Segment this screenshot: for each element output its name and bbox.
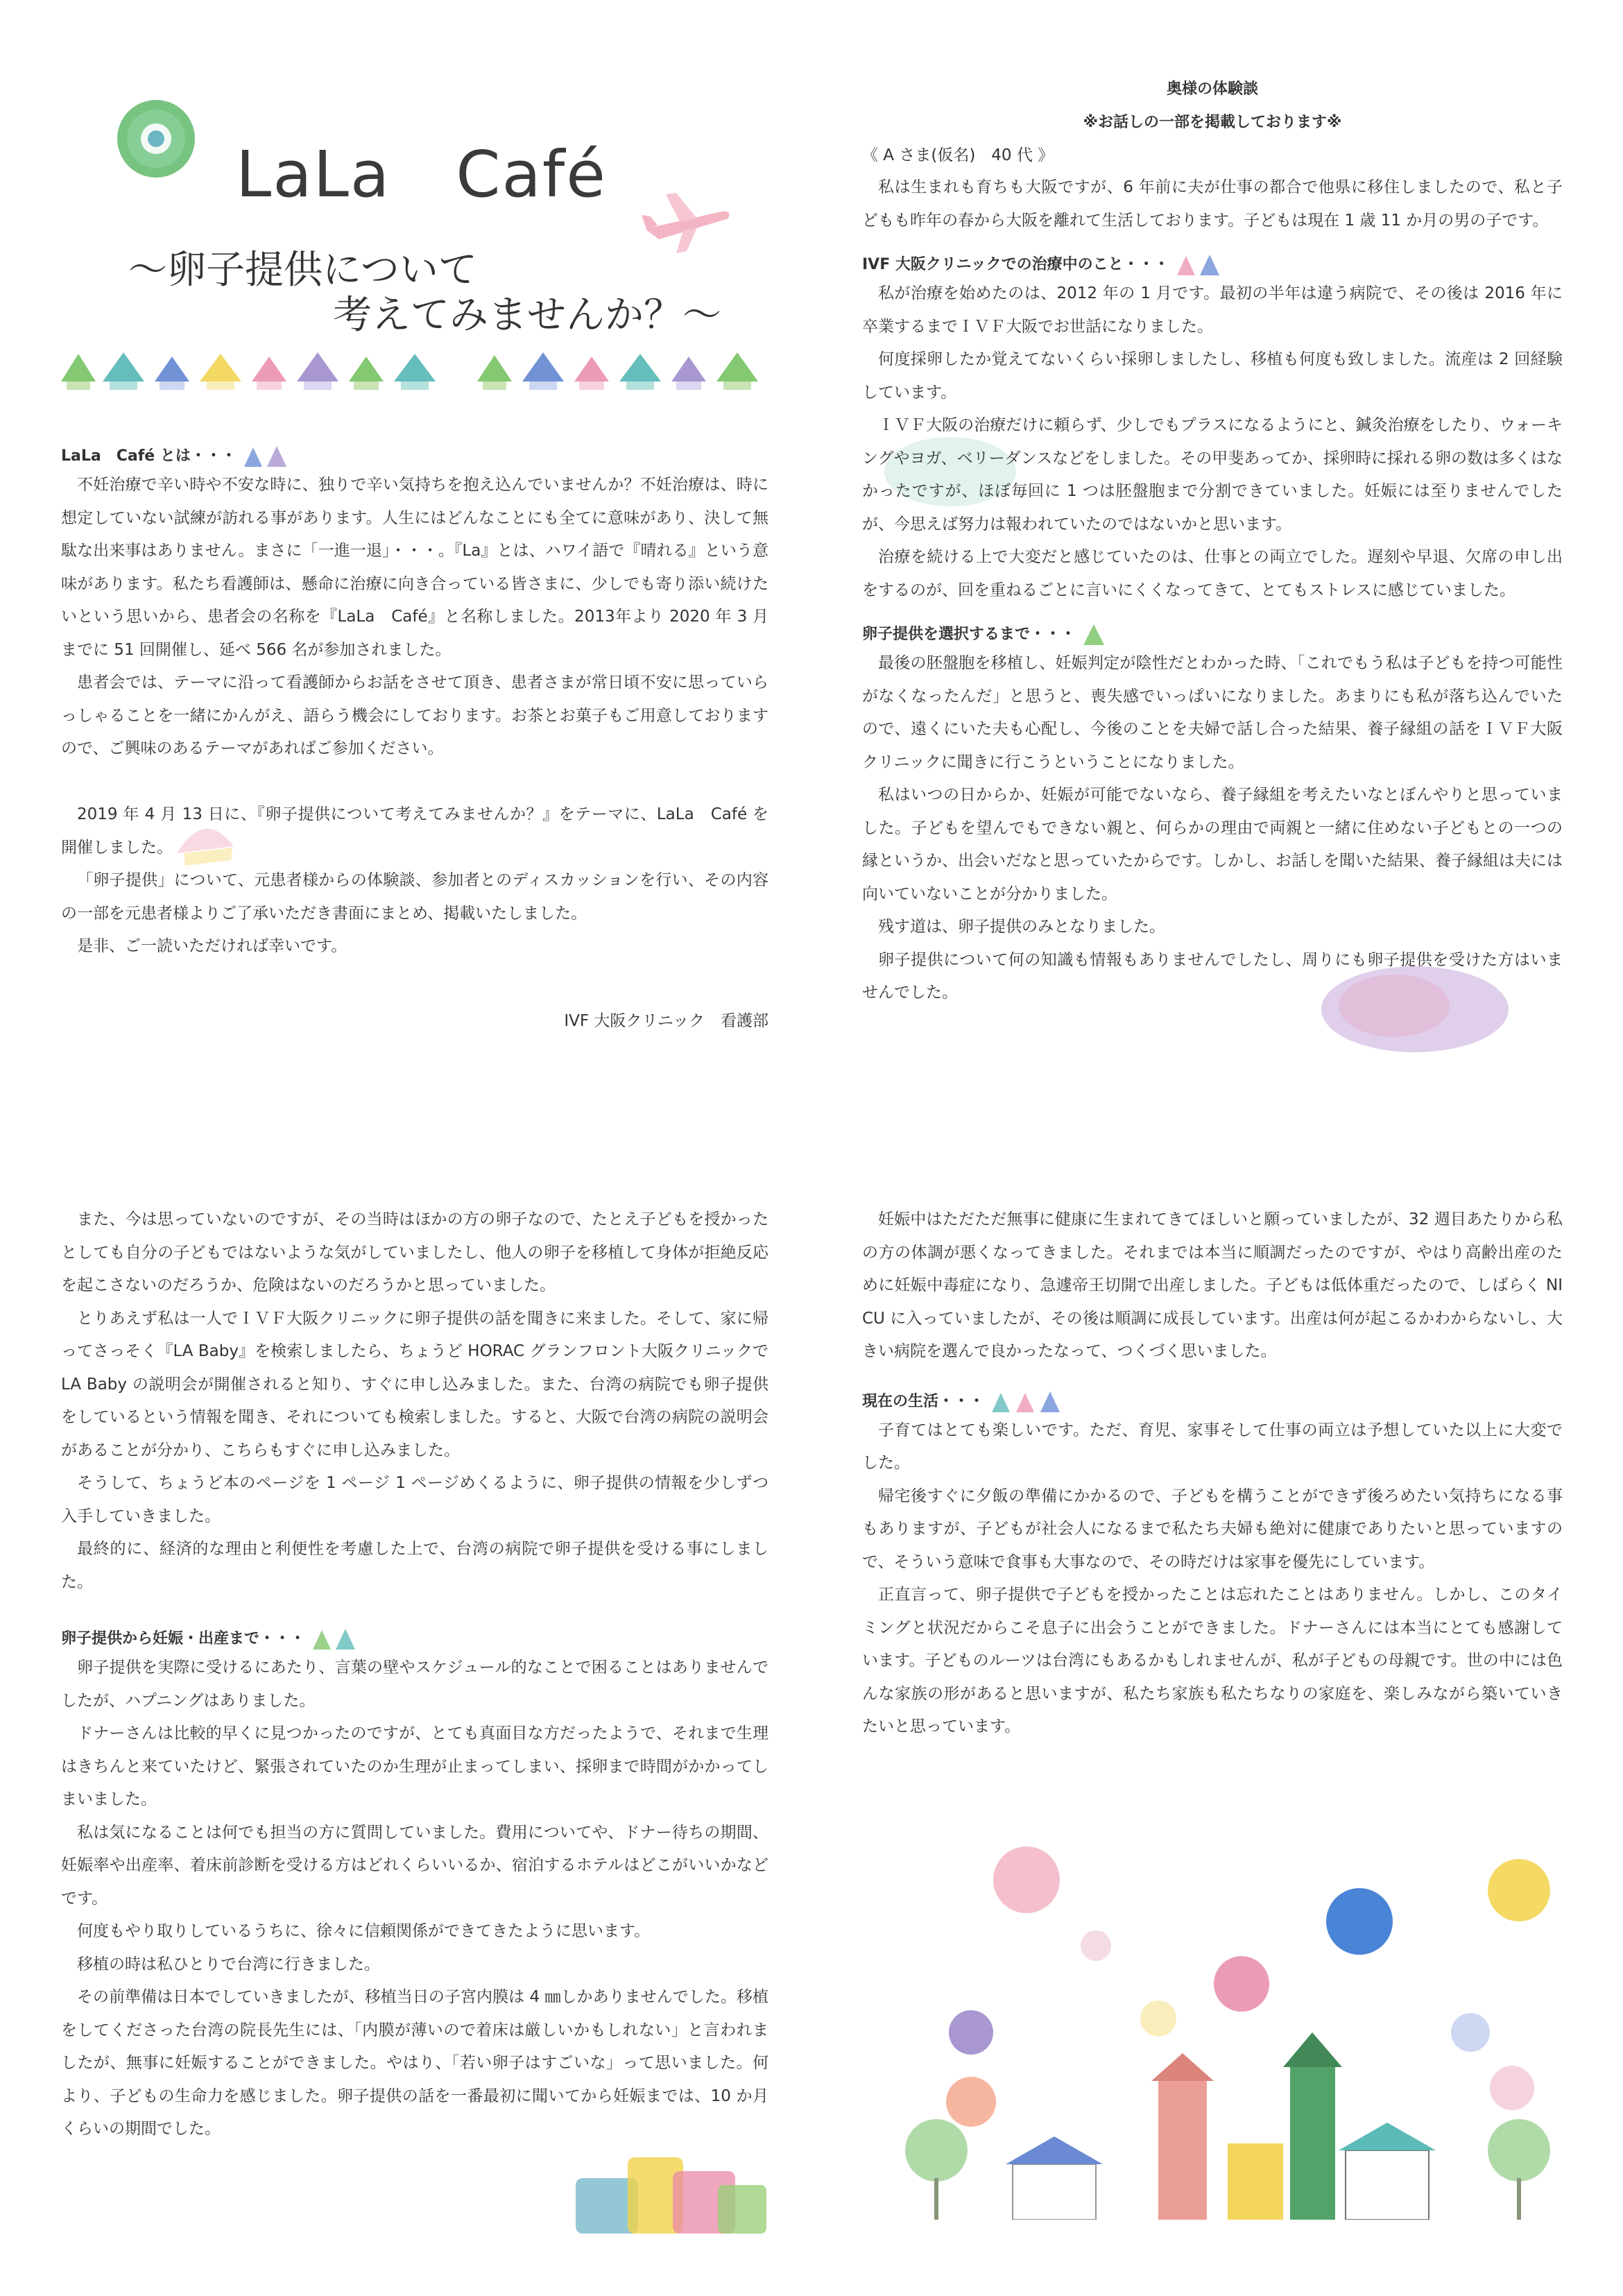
paragraph: 卵子提供を実際に受けるにあたり、言葉の壁やスケジュール的なことで困ることはありませんでしたが、ハプニングはありました。 bbox=[61, 1659, 768, 1710]
paragraph: 何度採卵したか覚えてないくらい採卵しましたし、移植も何度も致しました。流産は 2 回経験しています。 bbox=[862, 350, 1563, 402]
paragraph: ドナーさんは比較的早くに見つかったのですが、とても真面目な方だったようで、それまで生理はきちんと来ていたけど、緊張されていたのか生理が止まってしまい、採卵まで時間がかかってしまいました。 bbox=[61, 1724, 768, 1808]
section-heading bbox=[862, 1389, 1563, 1414]
triangle-tree-icon bbox=[988, 1390, 1065, 1414]
paragraph: 卵子提供について何の知識も情報もありませんでしたし、周りにも卵子提供を受けた方はいませんでした。 bbox=[862, 950, 1563, 1002]
signature: IVF 大阪クリニック 看護部 bbox=[564, 1011, 768, 1030]
paragraph: 私は生まれも育ちも大阪ですが、6 年前に夫が仕事の都合で他県に移住しましたので、私と子どもも昨年の春から大阪を離れて生活しております。子どもは現在 1 歳 11 か月の男の子です。 bbox=[862, 178, 1563, 230]
paragraph: 最終的に、経済的な理由と利便性を考慮した上で、台湾の病院で卵子提供を受ける事にしました。 bbox=[61, 1540, 768, 1591]
paragraph: 正直言って、卵子提供で子どもを授かったことは忘れたことはありません。しかし、このタイミングと状況だからこそ息子に出会うことができました。ドナーさんには本当にとても感謝しています。子どものルーツは台湾にもあるかもしれませんが、私が子どもの母親です。世の中には色んな家族の形があると思いますが、私たち家族も私たちなりの家庭を、楽しみながら築いていきたいと思っています。 bbox=[862, 1586, 1563, 1736]
page-title: LaLa Café bbox=[236, 137, 607, 212]
triangle-tree-icon bbox=[1080, 623, 1108, 646]
paragraph: 何度もやり取りしているうちに、徐々に信頼関係ができてきたように思います。 bbox=[77, 1922, 651, 1940]
flower-circle-icon bbox=[946, 1847, 1550, 2127]
section-heading bbox=[61, 444, 768, 469]
paragraph: 治療を続ける上で大変だと感じていたのは、仕事との両立でした。遅刻や早退、欠席の申し出をするのが、回を重ねるごとに言いにくくなってきて、とてもストレスに感じていました。 bbox=[862, 548, 1563, 599]
subtitle-line2: 考えてみませんか？～ bbox=[333, 293, 721, 338]
section-heading bbox=[862, 252, 1563, 277]
paragraph: その前準備は日本でしていきましたが、移植当日の子宮内膜は 4 ㎜しかありませんでした。移植をしてくださった台湾の院長先生には、「内膜が薄いので着床は厳しいかもしれない」と言われましたが、無事に妊娠することができました。やはり、「若い卵子はすごいな」って思いました。何より、子どもの生命力を感じました。卵子提供の話を一番最初に聞いてから妊娠までは、10 か月くらいの期間でした。 bbox=[61, 1988, 769, 2138]
section-heading bbox=[862, 622, 1563, 647]
experience-note: ※お話しの一部を掲載しております※ bbox=[1083, 114, 1342, 131]
heading-text: 卵子提供を選択するまで・・・ bbox=[862, 626, 1076, 643]
luggage-icon bbox=[569, 2136, 777, 2241]
paragraph: 移植の時は私ひとりで台湾に行きました。 bbox=[77, 1955, 380, 1973]
lala-cafe-section bbox=[61, 444, 768, 1038]
experience-section-right bbox=[862, 1203, 1563, 1744]
paragraph: 子育てはとても楽しいです。ただ、育児、家事そして仕事の両立は予想していた以上に大変でした。 bbox=[862, 1421, 1563, 1472]
triangle-tree-icon bbox=[309, 1627, 358, 1651]
experience-title: 奥様の体験談 bbox=[1166, 80, 1258, 98]
paragraph: 最後の胚盤胞を移植し、妊娠判定が陰性だとわかった時、「これでもう私は子どもを持つ可能性がなくなったんだ」と思うと、喪失感でいっぱいになりました。あまりにも私が落ち込んでいたので、遠くにいた夫も心配し、今後のことを夫婦で話し合った結果、養子縁組の話をＩＶＦ大阪クリニックに聞きに行こうということになりました。 bbox=[862, 654, 1563, 771]
triangle-tree-icon bbox=[241, 445, 289, 468]
heading-text: 現在の生活・・・ bbox=[862, 1392, 985, 1410]
paragraph: 残す道は、卵子提供のみとなりました。 bbox=[878, 918, 1165, 936]
houses-banner-icon bbox=[61, 347, 789, 395]
circle-logo-icon bbox=[114, 97, 198, 180]
town-illustration-icon bbox=[902, 1831, 1568, 2220]
paragraph: 不妊治療で辛い時や不安な時に、独りで辛い気持ちを抱え込んでいませんか？不妊治療は、時に想定していない試練が訪れる事があります。人生にはどんなことにも全てに意味があり、決して無駄な出来事はありません。まさに「一進一退」・・・。『La』とは、ハワイ語で『晴れる』という意味があります。私たち看護師は、懸命に治療に向き合っている皆さまに、少しでも寄り添い続けたいという思いから、患者会の名称を『LaLa Café』と名称しました。2013年より 2020 年 3 月までに 51 回開催し、延べ 566 名が参加されました。 bbox=[61, 476, 769, 659]
paragraph: 私は気になることは何でも担当の方に質問していました。費用についてや、ドナー待ちの期間、妊娠率や出産率、着床前診断を受ける方はどれくらいいるか、宿泊するホテルはどこがいいかなどです。 bbox=[61, 1823, 768, 1908]
experience-section-left bbox=[61, 1203, 768, 2146]
paragraph: 妊娠中はただただ無事に健康に生まれてきてほしいと願っていましたが、32 週目あたりから私の方の体調が悪くなってきました。それまでは本当に順調だったのですが、やはり高齢出産のために妊娠中毒症になり、急遽帝王切開で出産しました。子どもは低体重だったので、しばらく NICU に入っていましたが、その後は順調に成長しています。出産は何が起こるかわからないし、大きい病院を選んで良かったなって、つくづく思いました。 bbox=[862, 1210, 1563, 1360]
subtitle-line1: ～卵子提供について bbox=[128, 248, 477, 293]
paragraph: ＩＶＦ大阪の治療だけに頼らず、少しでもプラスになるようにと、鍼灸治療をしたり、ウォーキングやヨガ、ベリーダンスなどをしました。その甲斐あってか、採卵時に採れる卵の数は多くはなかったですが、ほぼ毎回に 1 つは胚盤胞まで分割できていました。妊娠には至りませんでしたが、今思えば努力は報われていたのではないかと思います。 bbox=[862, 416, 1563, 533]
experience-section-top bbox=[862, 73, 1563, 1010]
paragraph: 2019 年 4 月 13 日に、『卵子提供について考えてみませんか？』をテーマに、LaLa Café を開催しました。 bbox=[61, 805, 768, 857]
paragraph: そうして、ちょうど本のページを 1 ページ 1 ページめくるように、卵子提供の情報を少しずつ入手していきました。 bbox=[61, 1474, 768, 1525]
heading-text: 卵子提供から妊娠・出産まで・・・ bbox=[61, 1630, 306, 1647]
airplane-icon bbox=[638, 187, 735, 257]
paragraph bbox=[61, 766, 768, 799]
paragraph: 「卵子提供」について、元患者様からの体験談、参加者とのディスカッションを行い、その内容の一部を元患者様よりご了承いただき書面にまとめ、掲載いたしました。 bbox=[61, 871, 768, 923]
speaker-label: 《 A さま(仮名) 40 代 》 bbox=[862, 146, 1054, 164]
heading-text: IVF 大阪クリニックでの治療中のこと・・・ bbox=[862, 256, 1169, 273]
paragraph: とりあえず私は一人でＩＶＦ大阪クリニックに卵子提供の話を聞きに来ました。そして、家に帰ってさっそく『LA Baby』を検索しましたら、ちょうど HORAC グランフロント大阪クリニックで LA Baby の説明会が開催されると知り、すぐに申し込みました。また、台湾の病院でも卵子提供をしているという情報を聞き、それについても検索しました。すると、大阪で台湾の病院の説明会があることが分かり、こちらもすぐに申し込みました。 bbox=[61, 1309, 768, 1459]
heading-text: LaLa Café とは・・・ bbox=[61, 447, 237, 465]
paragraph: また、今は思っていないのですが、その当時はほかの方の卵子なので、たとえ子どもを授かったとしても自分の子どもではないような気がしていましたし、他人の卵子を移植して身体が拒絶反応を起こさないのだろうか、危険はないのだろうかと思っていました。 bbox=[61, 1210, 768, 1294]
paragraph: 是非、ご一読いただければ幸いです。 bbox=[77, 937, 347, 955]
paragraph: 私はいつの日からか、妊娠が可能でないなら、養子縁組を考えたいなとぼんやりと思っていました。子どもを望んでもできない親と、何らかの理由で両親と一緒に住めない子どもとの一つの縁というか、出会いだなと思っていたからです。しかし、お話しを聞いた結果、養子縁組は夫には向いていないことが分かりました。 bbox=[862, 786, 1563, 903]
section-heading bbox=[61, 1627, 768, 1652]
paragraph: 帰宅後すぐに夕飯の準備にかかるので、子どもを構うことができず後ろめたい気持ちになる事もありますが、子どもが社会人になるまで私たち夫婦も絶対に健康でありたいと思っていますので、そういう意味で食事も大事なので、その時だけは家事を優先にしています。 bbox=[862, 1487, 1563, 1571]
paragraph: 私が治療を始めたのは、2012 年の 1 月です。最初の半年は違う病院で、その後は 2016 年に卒業するまでＩＶＦ大阪でお世話になりました。 bbox=[862, 284, 1563, 336]
paragraph: 患者会では、テーマに沿って看護師からお話をさせて頂き、患者さまが常日頃不安に思っていらっしゃることを一緒にかんがえ、語らう機会にしております。お茶とお菓子もご用意しておりますので、ご興味のあるテーマがあればご参加ください。 bbox=[61, 674, 768, 757]
triangle-tree-icon bbox=[1174, 253, 1222, 277]
